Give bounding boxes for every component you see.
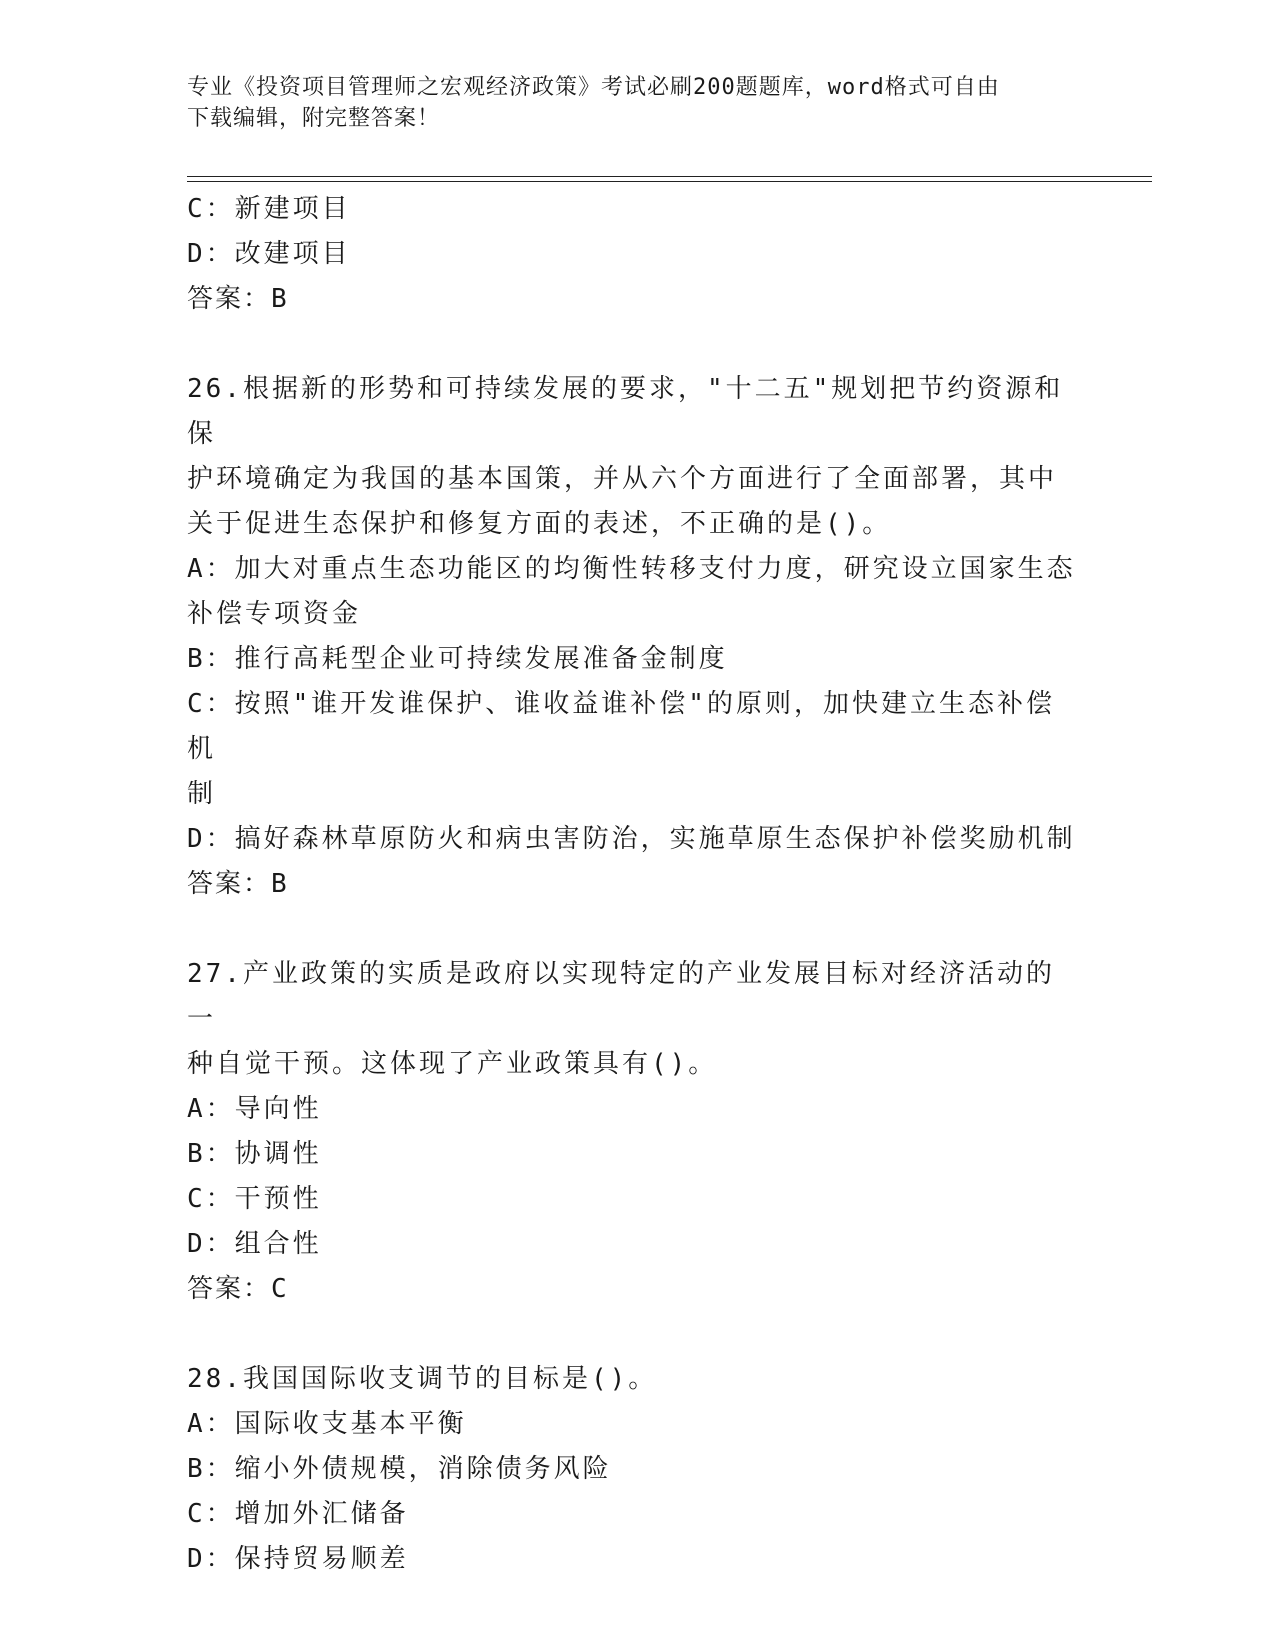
option-a: A：加大对重点生态功能区的均衡性转移支付力度，研究设立国家生态: [187, 554, 1076, 584]
option-c: C：按照"谁开发谁保护、谁收益谁补偿"的原则，加快建立生态补偿机: [187, 689, 1055, 764]
option-c: C：新建项目: [187, 194, 351, 224]
option-b: B：缩小外债规模，消除债务风险: [187, 1454, 612, 1484]
header-line-1: 专业《投资项目管理师之宏观经济政策》考试必刷200题题库，word格式可自由: [187, 75, 1000, 100]
question-block-26: [187, 367, 1077, 907]
option-a-continued: 补偿专项资金: [187, 599, 362, 629]
answer-line: 答案：C: [187, 1274, 289, 1304]
question-stem-line: 26.根据新的形势和可持续发展的要求，"十二五"规划把节约资源和保: [187, 374, 1064, 449]
question-block-25-tail: [187, 187, 1077, 322]
option-c: C：增加外汇储备: [187, 1499, 409, 1529]
option-b: B：协调性: [187, 1139, 322, 1169]
question-stem-line: 关于促进生态保护和修复方面的表述，不正确的是()。: [187, 509, 892, 539]
option-a: A：导向性: [187, 1094, 322, 1124]
question-block-27: [187, 952, 1077, 1312]
answer-line: 答案：B: [187, 284, 289, 314]
question-block-28: [187, 1357, 1077, 1582]
question-stem-line: 27.产业政策的实质是政府以实现特定的产业发展目标对经济活动的一: [187, 959, 1055, 1034]
option-a: A：国际收支基本平衡: [187, 1409, 467, 1439]
document-body: [187, 187, 1077, 1582]
header-line-2: 下载编辑，附完整答案！: [187, 106, 441, 131]
option-d: D：改建项目: [187, 239, 351, 269]
option-d: D：保持贸易顺差: [187, 1544, 409, 1574]
question-stem-line: 护环境确定为我国的基本国策，并从六个方面进行了全面部署，其中: [187, 464, 1058, 494]
header-divider-bottom: [187, 181, 1152, 182]
option-b: B：推行高耗型企业可持续发展准备金制度: [187, 644, 728, 674]
header-divider-top: [187, 176, 1152, 177]
question-stem-line: 28.我国国际收支调节的目标是()。: [187, 1364, 658, 1394]
option-d: D：搞好森林草原防火和病虫害防治，实施草原生态保护补偿奖励机制: [187, 824, 1076, 854]
option-d: D：组合性: [187, 1229, 322, 1259]
option-c: C：干预性: [187, 1184, 322, 1214]
answer-line: 答案：B: [187, 869, 289, 899]
option-c-continued: 制: [187, 779, 217, 809]
question-stem-line: 种自觉干预。这体现了产业政策具有()。: [187, 1049, 718, 1079]
document-header: [187, 72, 1067, 134]
